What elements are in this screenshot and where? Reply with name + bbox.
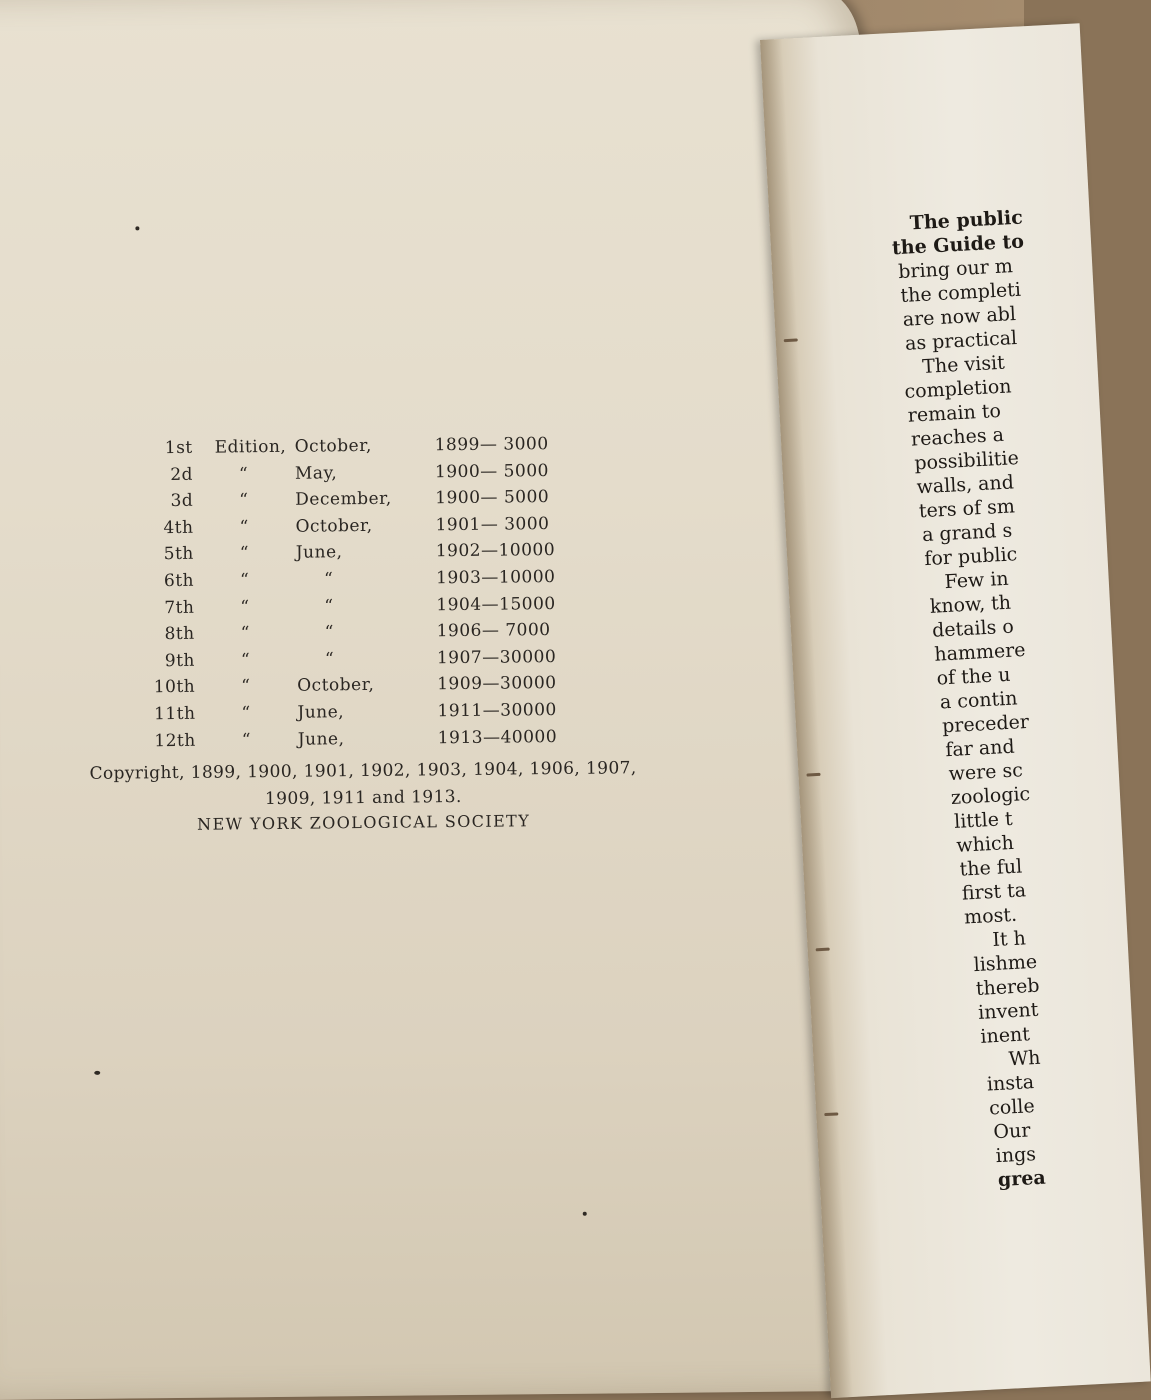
edition-year-count: 1911—30000 xyxy=(437,700,557,721)
text-line: Wh xyxy=(1008,1047,1041,1072)
edition-ordinal: 10th xyxy=(137,677,195,698)
edition-ordinal: 1st xyxy=(135,438,193,459)
edition-label: “ xyxy=(242,730,251,750)
text-line: far and xyxy=(945,736,1015,763)
edition-month: June, xyxy=(297,702,344,722)
text-line: It h xyxy=(992,927,1027,952)
text-line: preceder xyxy=(942,711,1030,739)
copyright-notice xyxy=(58,755,669,815)
edition-ordinal: 5th xyxy=(136,544,194,565)
text-line: Few in xyxy=(944,568,1009,595)
edition-label: “ xyxy=(239,464,248,484)
edition-year-count: 1902—10000 xyxy=(436,540,556,561)
text-line: The public xyxy=(909,207,1023,236)
publisher-name: NEW YORK ZOOLOGICAL SOCIETY xyxy=(139,811,589,835)
text-line: were sc xyxy=(948,759,1023,786)
text-line: bring our m xyxy=(898,255,1014,285)
edition-label: “ xyxy=(241,703,250,723)
text-line: Our xyxy=(993,1119,1031,1144)
text-line: zoologic xyxy=(950,783,1030,811)
edition-label: Edition, xyxy=(215,437,287,458)
edition-month: “ xyxy=(324,596,333,616)
text-line: walls, and xyxy=(916,471,1014,500)
edition-month: “ xyxy=(324,569,333,589)
text-line: a contin xyxy=(939,687,1018,715)
text-line: insta xyxy=(986,1071,1034,1097)
text-line: inent xyxy=(980,1023,1031,1049)
copyright-line: Copyright, 1899, 1900, 1901, 1902, 1903, 1904, 1906, 1907, xyxy=(58,755,668,788)
text-line: hammere xyxy=(934,639,1026,667)
edition-label: “ xyxy=(241,623,250,643)
text-line: possibilitie xyxy=(914,447,1020,476)
text-line: a grand s xyxy=(922,519,1013,547)
edition-month: June, xyxy=(298,729,345,749)
edition-label: “ xyxy=(240,597,249,617)
text-line: for public xyxy=(924,543,1018,571)
text-line: as practical xyxy=(905,327,1018,356)
text-line: the ful xyxy=(959,855,1023,882)
edition-table xyxy=(135,438,138,757)
edition-month: October, xyxy=(295,436,372,457)
edition-month: “ xyxy=(325,622,334,642)
ink-speck xyxy=(583,1212,587,1216)
text-line: colle xyxy=(989,1095,1036,1121)
edition-ordinal: 4th xyxy=(135,518,193,539)
text-line: the completi xyxy=(900,279,1022,309)
text-line: lishme xyxy=(973,951,1038,978)
text-line: invent xyxy=(978,999,1039,1026)
text-line: most. xyxy=(964,904,1018,930)
edition-year-count: 1900— 5000 xyxy=(435,461,549,482)
ink-speck xyxy=(94,1071,100,1075)
edition-year-count: 1899— 3000 xyxy=(435,434,549,455)
text-line: details o xyxy=(932,616,1015,644)
edition-month: May, xyxy=(295,463,338,483)
edition-label: “ xyxy=(241,650,250,670)
ink-speck xyxy=(135,226,139,230)
copyright-line: 1909, 1911 and 1913. xyxy=(58,782,668,815)
text-line: little t xyxy=(954,808,1014,835)
edition-year-count: 1907—30000 xyxy=(437,647,557,668)
edition-ordinal: 2d xyxy=(135,464,193,485)
text-line: ings xyxy=(995,1143,1036,1169)
edition-label: “ xyxy=(239,490,248,510)
text-line: of the u xyxy=(936,664,1011,691)
text-line: completion xyxy=(904,375,1012,404)
edition-year-count: 1901— 3000 xyxy=(435,514,549,535)
edition-ordinal: 11th xyxy=(137,704,195,725)
edition-month: “ xyxy=(325,649,334,669)
edition-label: “ xyxy=(240,544,249,564)
edition-year-count: 1900— 5000 xyxy=(435,487,549,508)
edition-label: “ xyxy=(240,570,249,590)
edition-year-count: 1909—30000 xyxy=(437,673,557,694)
edition-ordinal: 7th xyxy=(136,597,194,618)
text-line: remain to xyxy=(907,400,1001,428)
edition-ordinal: 8th xyxy=(137,624,195,645)
text-line: which xyxy=(956,832,1015,859)
edition-month: June, xyxy=(296,543,343,563)
text-line: are now abl xyxy=(902,303,1016,332)
edition-year-count: 1904—15000 xyxy=(436,594,556,615)
edition-year-count: 1906— 7000 xyxy=(437,620,551,641)
text-line: reaches a xyxy=(911,424,1005,452)
edition-month: December, xyxy=(295,489,392,510)
text-line: the Guide to xyxy=(892,230,1025,260)
text-line: The visit xyxy=(922,352,1006,380)
text-line: first ta xyxy=(961,879,1026,906)
edition-ordinal: 9th xyxy=(137,651,195,672)
edition-label: “ xyxy=(241,677,250,697)
text-line: know, th xyxy=(929,592,1011,620)
edition-month: October, xyxy=(297,675,374,696)
text-line: grea xyxy=(997,1167,1046,1193)
edition-label: “ xyxy=(239,517,248,537)
edition-ordinal: 3d xyxy=(135,491,193,512)
text-line: ters of sm xyxy=(918,495,1015,524)
edition-year-count: 1903—10000 xyxy=(436,567,556,588)
edition-ordinal: 6th xyxy=(136,571,194,592)
edition-year-count: 1913—40000 xyxy=(438,727,558,748)
edition-ordinal: 12th xyxy=(138,730,196,751)
text-line: thereb xyxy=(975,975,1040,1002)
edition-month: October, xyxy=(295,516,372,537)
